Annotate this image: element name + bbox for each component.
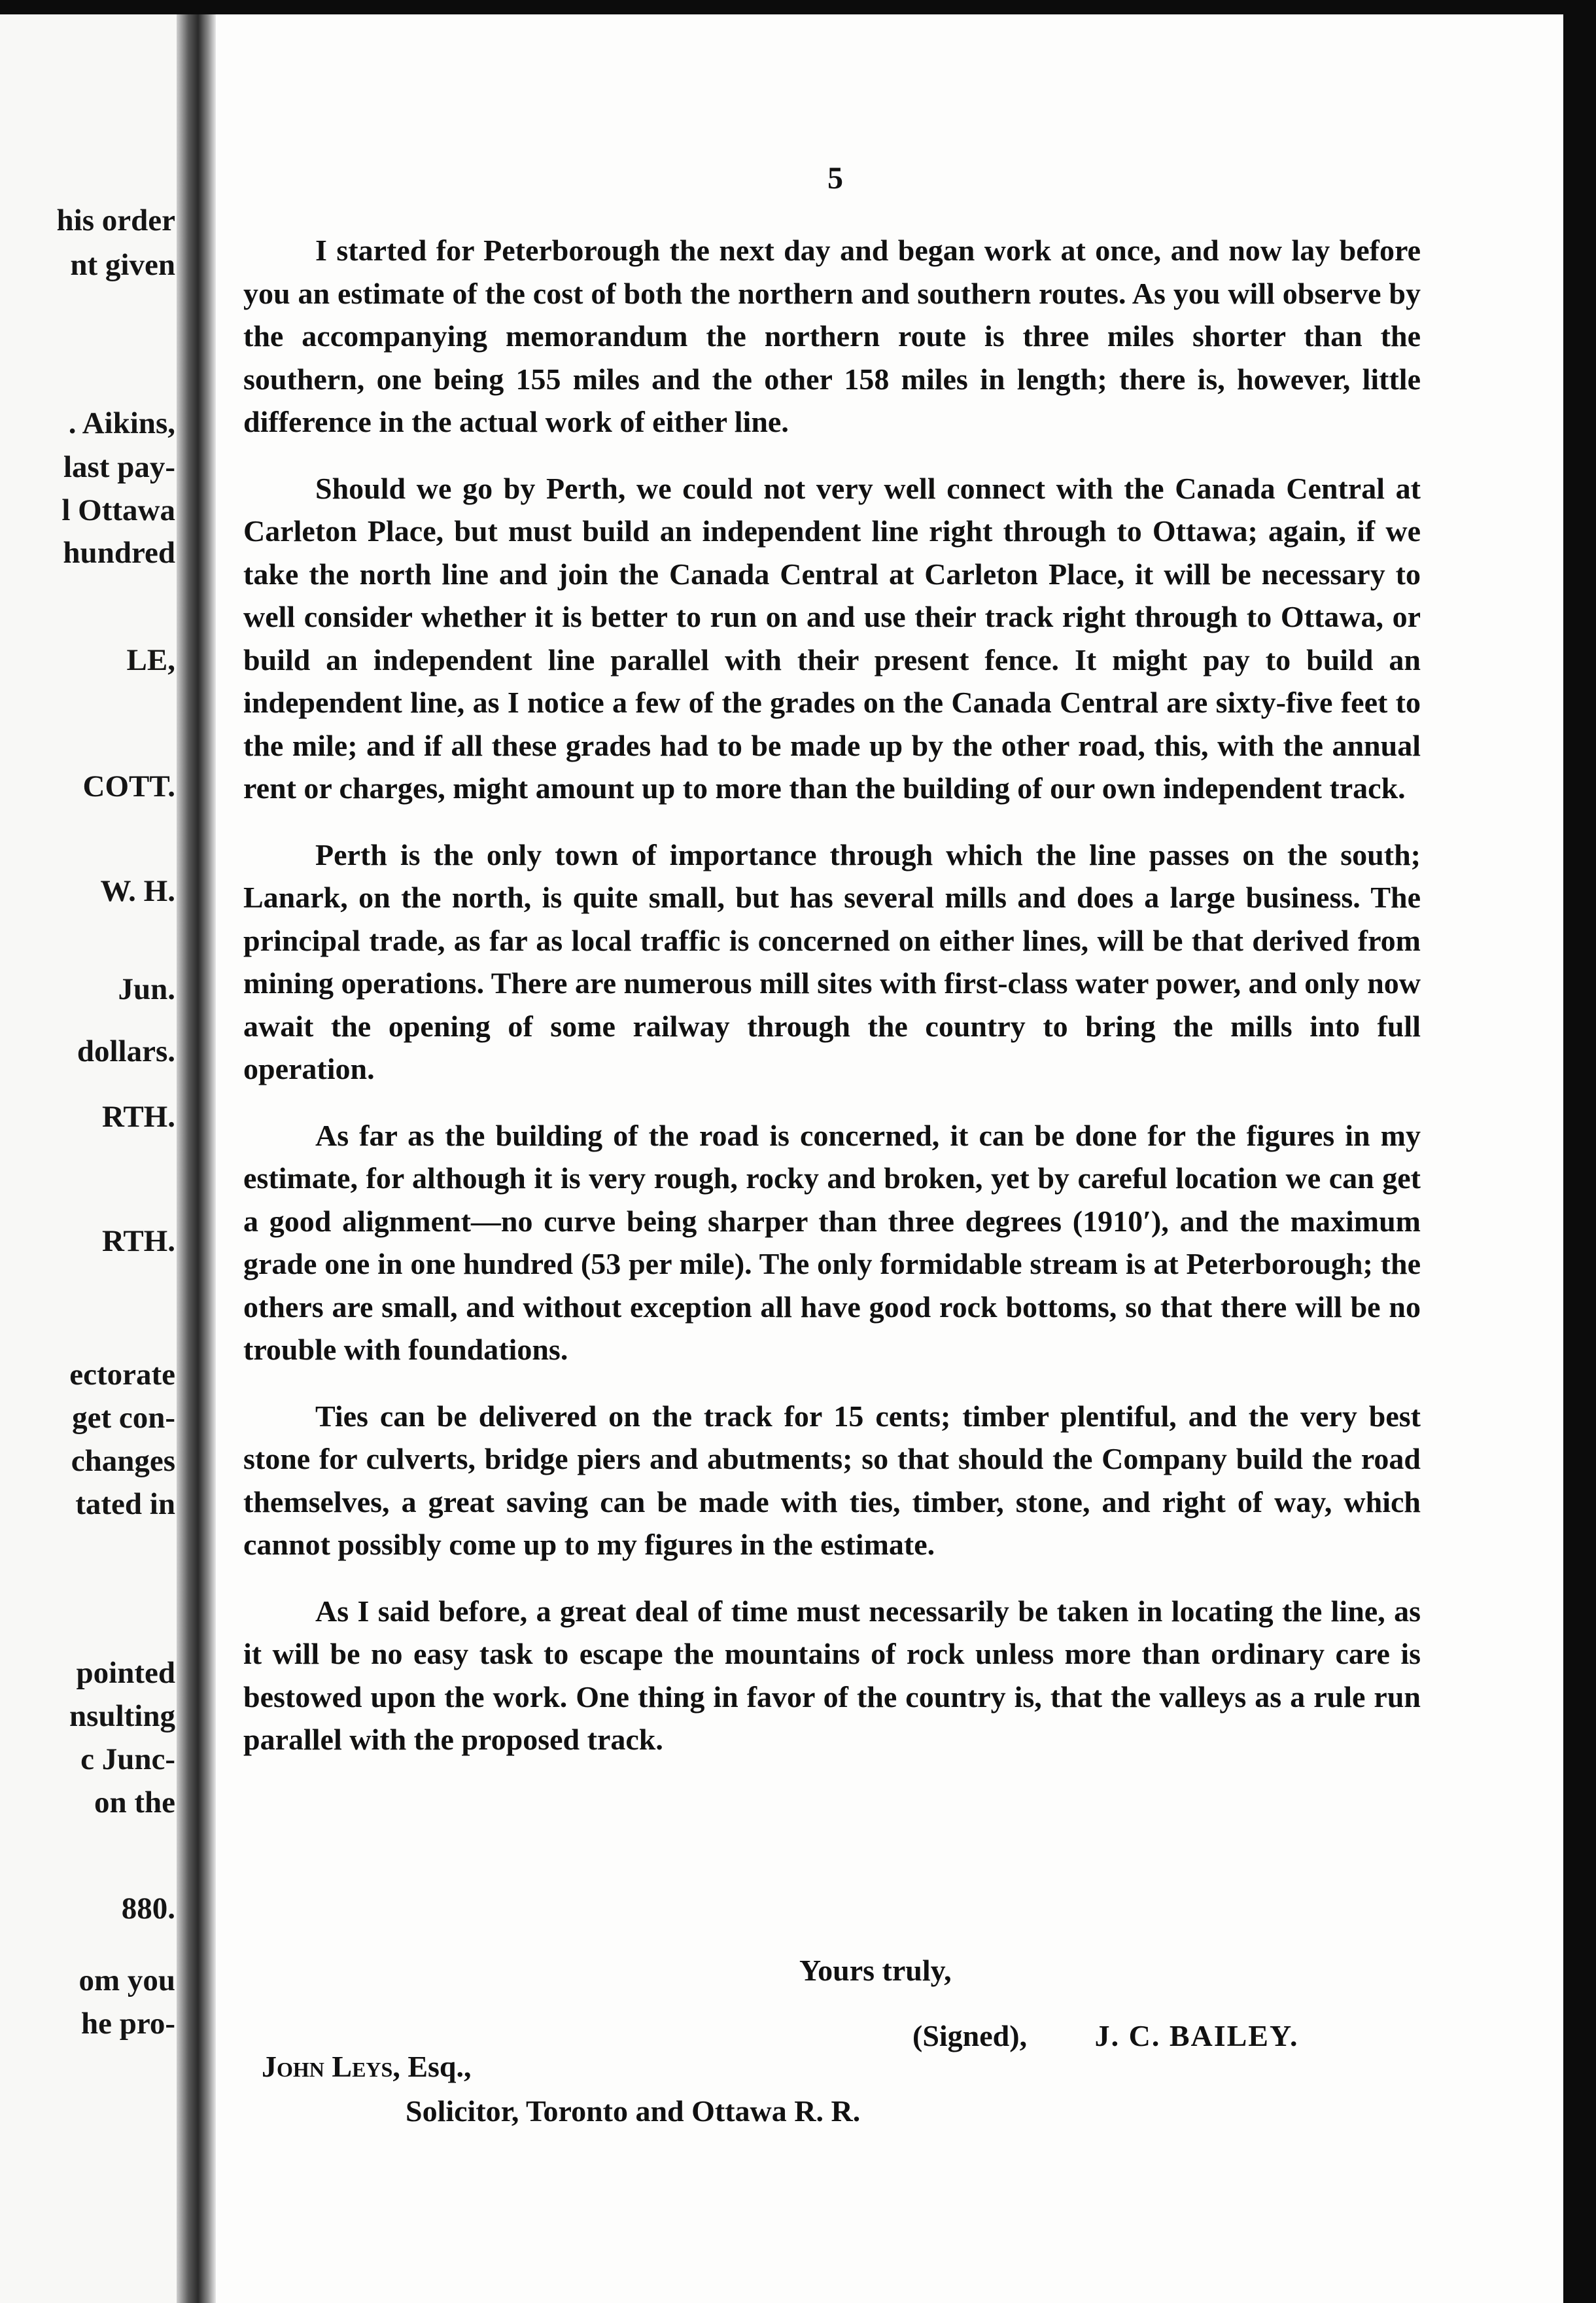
adjacent-page-line: COTT. xyxy=(82,769,175,803)
adjacent-page-line: c Junc- xyxy=(80,1742,175,1776)
adjacent-page-line: nt given xyxy=(70,248,175,282)
signed-label: (Signed), xyxy=(912,2019,1028,2052)
adjacent-page-line: his order xyxy=(56,203,175,237)
adjacent-page-line: tated in xyxy=(75,1487,175,1521)
adjacent-page-line: om you xyxy=(78,1963,175,1997)
top-scan-border xyxy=(0,0,1596,14)
paragraph: Perth is the only town of importance through which the line passes on the south; Lanark, on the north, is quite small, but has several mills and does a large business. The principal trade, as far as local traffic is concerned on either lines, will be that derived from mining operations. There are numerous mill sites with first-class water power, and only now await the opening of some railway through the country to bring the mills into full operation. xyxy=(243,837,1421,1085)
signature-line xyxy=(912,2018,1298,2053)
paragraph: I started for Peterborough the next day and began work at once, and now lay before you an estimate of the cost of both the northern and southern routes. As you will observe by the accompanying memorandum the northern route is three miles shorter than the southern, one being 155 miles and the other 158 miles in length; there is, however, little difference in the actual work of either line. xyxy=(243,234,1421,438)
adjacent-page-line: RTH. xyxy=(102,1100,175,1134)
adjacent-page-fragment xyxy=(0,14,190,2303)
adjacent-page-line: l Ottawa xyxy=(61,493,175,527)
adjacent-page-line: Jun. xyxy=(118,972,175,1006)
adjacent-page-line: he pro- xyxy=(80,2007,175,2041)
adjacent-page-line: . Aikins, xyxy=(68,406,175,440)
adjacent-page-line: on the xyxy=(94,1785,175,1820)
closing-salutation: Yours truly, xyxy=(799,1954,952,1987)
adjacent-page-line: dollars. xyxy=(77,1034,175,1068)
addressee-suffix: , Esq., xyxy=(392,2050,472,2083)
adjacent-page-line: get con- xyxy=(72,1401,175,1435)
adjacent-page-line: LE, xyxy=(126,643,175,677)
paragraph: As far as the building of the road is concerned, it can be done for the figures in my estimate, for although it is very rough, rocky and broken, yet by careful location we can get a good alignment—no curve being sharper than three degrees (1910′), and the maximum grade one in one hundred (53 per mile). The only formidable stream is at Peterborough; the others are small, and without exception all have good rock bottoms, so that there will be no trouble with foundations. xyxy=(243,1118,1421,1366)
adjacent-page-line: pointed xyxy=(76,1656,175,1690)
adjacent-page-line: ectorate xyxy=(69,1358,175,1392)
paragraph: Should we go by Perth, we could not very well connect with the Canada Central at Carleton Place, but must build an independent line right through to Ottawa; again, if we take the north line and join the Canada Central at Carleton Place, it will be necessary to well consider whether it is better to run on and use their track right through to Ottawa, or build an independent line parallel with their present fence. It might pay to build an independent line, as I notice a few of the grades on the Canada Central are sixty-five feet to the mile; and if all these grades had to be made up by the other road, this, with the annual rent or charges, might amount up to more than the building of our own independent track. xyxy=(243,471,1421,805)
addressee-name-text: John Leys xyxy=(262,2050,393,2083)
addressee-name xyxy=(262,2049,472,2084)
right-scan-border xyxy=(1563,0,1596,2303)
signatory-name: J. C. BAILEY. xyxy=(1094,2019,1299,2052)
addressee-title: Solicitor, Toronto and Ottawa R. R. xyxy=(406,2094,861,2128)
adjacent-page-line: changes xyxy=(71,1444,175,1478)
adjacent-page-line: 880. xyxy=(121,1891,175,1925)
paragraph: Ties can be delivered on the track for 15 cents; timber plentiful, and the very best stone for culverts, bridge piers and abutments; so that should the Company build the road themselves, a great saving can be made with ties, timber, stone, and right of way, which cannot possibly come up to my figures in the estimate. xyxy=(243,1399,1421,1561)
paragraph: As I said before, a great deal of time must necessarily be taken in locating the line, as it will be no easy task to escape the mountains of rock unless more than ordinary care is bestowed upon the work. One thing in favor of the country is, that the valleys as a rule run parallel with the proposed track. xyxy=(243,1594,1421,1756)
adjacent-page-line: W. H. xyxy=(100,874,175,908)
adjacent-page-line: last pay- xyxy=(63,450,175,484)
page-number: 5 xyxy=(827,161,843,196)
book-gutter xyxy=(177,14,216,2303)
adjacent-page-line: hundred xyxy=(63,536,175,570)
adjacent-page-line: nsulting xyxy=(69,1699,175,1733)
adjacent-page-line: RTH. xyxy=(102,1224,175,1258)
letter-body xyxy=(243,229,1421,1785)
